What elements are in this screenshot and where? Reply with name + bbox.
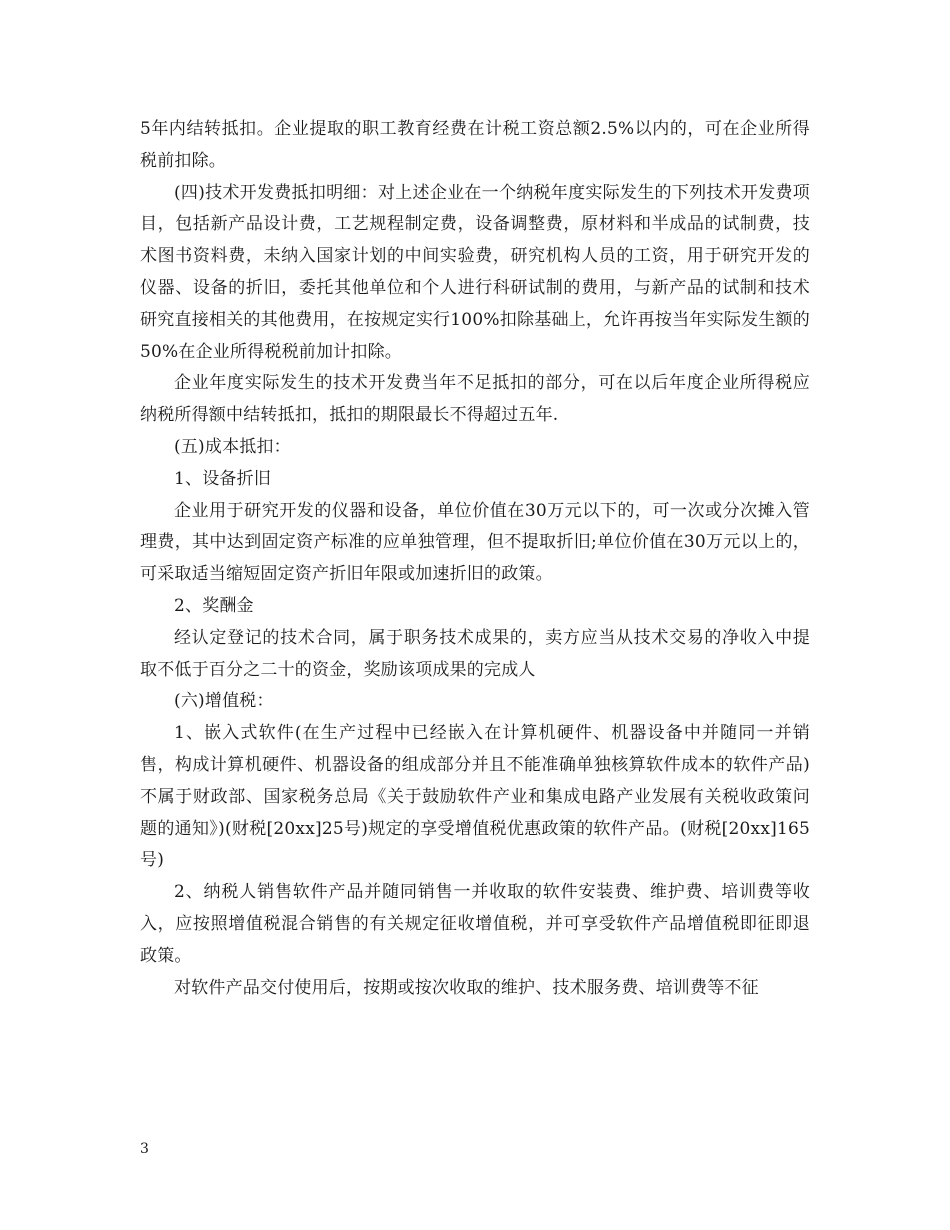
- subheading-equipment-depreciation: 1、设备折旧: [174, 468, 272, 489]
- paragraph-6: 企业用于研究开发的仪器和设备，单位价值在30万元以下的，可一次或分次摊入管理费，其中达到固定资产标准的应单独管理，但不提取折旧;单位价值在30万元以上的，可采取适当缩短固定资产折旧年限或加速折旧的政策。: [140, 500, 810, 585]
- paragraph-3: 企业年度实际发生的技术开发费当年不足抵扣的部分，可在以后年度企业所得税应纳税所得额中结转抵扣，抵扣的期限最长不得超过五年.: [140, 373, 810, 426]
- paragraph-2: (四)技术开发费抵扣明细：对上述企业在一个纳税年度实际发生的下列技术开发费项目，包括新产品设计费，工艺规程制定费，设备调整费，原材料和半成品的试制费，技术图书资料费，未纳入国家计划的中间实验费，研究机构人员的工资，用于研究开发的仪器、设备的折旧，委托其他单位和个人进行科研试制的费用，与新产品的试制和技术研究直接相关的其他费用，在按规定实行100%扣除基础上，允许再按当年实际发生额的50%在企业所得税税前加计扣除。: [140, 182, 810, 362]
- paragraph-11: 2、纳税人销售软件产品并随同销售一并收取的软件安装费、维护费、培训费等收入，应按照增值税混合销售的有关规定征收增值税，并可享受软件产品增值税即征即退政策。: [140, 882, 810, 966]
- paragraph-10: 1、嵌入式软件(在生产过程中已经嵌入在计算机硬件、机器设备中并随同一并销售，构成计算机硬件、机器设备的组成部分并且不能准确单独核算软件成本的软件产品)不属于财政部、国家税务总局《关于鼓励软件产业和集成电路产业发展有关税收政策问题的通知》)(财税[20xx]25号)规定的享受增值税优惠政策的软件产品。(财税[20xx]165号): [140, 723, 810, 871]
- paragraph-8: 经认定登记的技术合同，属于职务技术成果的，卖方应当从技术交易的净收入中提取不低于百分之二十的资金，奖励该项成果的完成人: [140, 627, 810, 680]
- page-number: 3: [140, 1141, 149, 1157]
- subheading-reward: 2、奖酬金: [174, 595, 254, 616]
- paragraph-1: 5年内结转抵扣。企业提取的职工教育经费在计税工资总额2.5%以内的，可在企业所得税前扣除。: [140, 119, 810, 171]
- document-body: [140, 114, 810, 1004]
- section-heading-5: (五)成本抵扣：: [174, 436, 291, 457]
- section-heading-6: (六)增值税：: [174, 691, 274, 712]
- paragraph-12: 对软件产品交付使用后，按期或按次收取的维护、技术服务费、培训费等不征: [174, 977, 759, 998]
